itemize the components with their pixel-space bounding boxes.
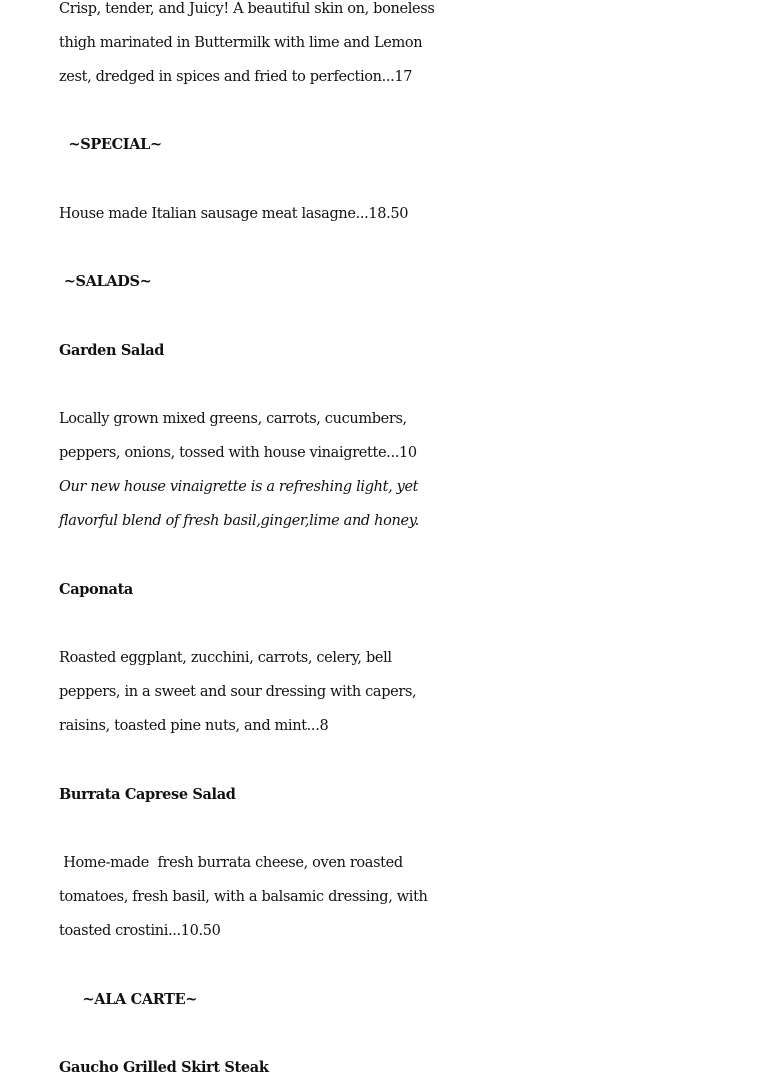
special-heading: ~SPECIAL~ (59, 136, 162, 153)
burrata-salad-description-line-3: toasted crostini...10.50 (59, 923, 221, 939)
caponata-description-line-1: Roasted eggplant, zucchini, carrots, celery, bell (59, 650, 392, 666)
burrata-salad-name: Burrata Caprese Salad (59, 786, 236, 803)
garden-salad-note-line-1: Our new house vinaigrette is a refreshing light, yet (59, 479, 419, 495)
burrata-salad-description-line-1: Home-made fresh burrata cheese, oven roasted (59, 855, 403, 871)
salads-heading: ~SALADS~ (59, 273, 152, 290)
garden-salad-description-line-1: Locally grown mixed greens, carrots, cucumbers, (59, 411, 407, 427)
ala-carte-heading: ~ALA CARTE~ (59, 991, 198, 1008)
chicken-description-line-3: zest, dredged in spices and fried to perfection...17 (59, 69, 413, 85)
caponata-description-line-3: raisins, toasted pine nuts, and mint...8 (59, 718, 329, 734)
caponata-name: Caponata (59, 581, 133, 598)
skirt-steak-name: Gaucho Grilled Skirt Steak (59, 1059, 269, 1076)
garden-salad-note-line-2: flavorful blend of fresh basil,ginger,lime and honey. (59, 513, 419, 529)
garden-salad-name: Garden Salad (59, 342, 165, 359)
garden-salad-description-line-2: peppers, onions, tossed with house vinaigrette...10 (59, 445, 417, 461)
special-item: House made Italian sausage meat lasagne...18.50 (59, 206, 409, 222)
burrata-salad-description-line-2: tomatoes, fresh basil, with a balsamic dressing, with (59, 889, 428, 905)
chicken-description-line-2: thigh marinated in Buttermilk with lime and Lemon (59, 35, 423, 51)
caponata-description-line-2: peppers, in a sweet and sour dressing with capers, (59, 684, 417, 700)
chicken-description-line-1: Crisp, tender, and Juicy! A beautiful skin on, boneless (59, 1, 435, 17)
